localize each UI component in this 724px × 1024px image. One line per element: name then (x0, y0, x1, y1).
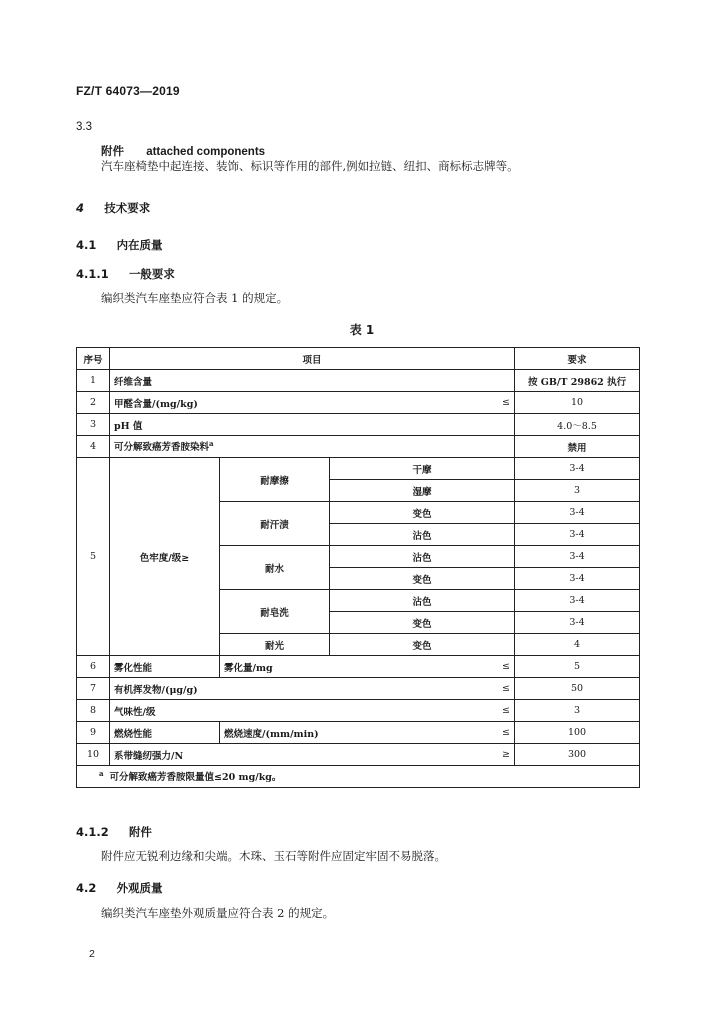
row-number: 4 (77, 436, 110, 458)
sub-test: 变色 (330, 568, 515, 590)
row-requirement: 3-4 (515, 568, 640, 590)
row-limit-symbol: ≤ (440, 656, 515, 678)
table-footnote-row (77, 766, 640, 788)
table-row (77, 744, 640, 766)
sub-test: 变色 (330, 634, 515, 656)
row-limit-symbol: ≤ (440, 392, 515, 414)
row-requirement: 50 (515, 678, 640, 700)
row-requirement: 10 (515, 392, 640, 414)
test-perspiration: 耐汗渍 (220, 502, 330, 546)
row-item: 雾化性能 (110, 656, 220, 678)
section-4-2-body: 编织类汽车座垫外观质量应符合表 2 的规定。 (101, 906, 335, 920)
table-row (77, 414, 640, 436)
standard-number: FZ/T 64073—2019 (76, 84, 180, 98)
sub-test: 沾色 (330, 546, 515, 568)
row-requirement: 3-4 (515, 458, 640, 480)
table-row (77, 722, 640, 744)
row-requirement: 5 (515, 656, 640, 678)
section-4-1-2-number: 4.1.2 (76, 825, 109, 839)
test-light: 耐光 (220, 634, 330, 656)
section-4-2-title: 外观质量 (116, 881, 163, 895)
table-row (77, 370, 640, 392)
sub-test: 干摩 (330, 458, 515, 480)
section-4-1-heading (76, 234, 163, 253)
row-number: 1 (77, 370, 110, 392)
row-item: 纤维含量 (110, 370, 515, 392)
row-requirement: 3-4 (515, 546, 640, 568)
footnote-marker: a (209, 439, 214, 449)
row-requirement: 3-4 (515, 590, 640, 612)
row-requirement: 按 GB/T 29862 执行 (515, 370, 640, 392)
row-requirement: 4 (515, 634, 640, 656)
row-number: 10 (77, 744, 110, 766)
section-4-1-2-title: 附件 (128, 825, 152, 839)
row-number: 8 (77, 700, 110, 722)
table-1 (76, 347, 640, 788)
row-number: 3 (77, 414, 110, 436)
clause-3-3-term (101, 140, 265, 159)
row-requirement: 3-4 (515, 502, 640, 524)
section-4-1-1-title: 一般要求 (128, 267, 175, 281)
section-4-1-1-number: 4.1.1 (76, 267, 109, 281)
table-row (77, 700, 640, 722)
row-requirement: 3 (515, 700, 640, 722)
sub-test: 湿摩 (330, 480, 515, 502)
row-limit-symbol: ≤ (440, 700, 515, 722)
section-4-2-heading (76, 877, 163, 896)
sub-test: 变色 (330, 612, 515, 634)
row-item: 燃烧性能 (110, 722, 220, 744)
row-requirement: 300 (515, 744, 640, 766)
row-limit-symbol: ≥ (440, 744, 515, 766)
table-1-caption: 表 1 (349, 323, 375, 337)
section-4-1-2-heading (76, 821, 152, 840)
row-number: 7 (77, 678, 110, 700)
test-water: 耐水 (220, 546, 330, 590)
section-4-1-number: 4.1 (76, 238, 97, 252)
section-4-heading (76, 197, 150, 216)
table-row (77, 656, 640, 678)
section-4-number: 4 (76, 201, 85, 215)
table-row (77, 392, 640, 414)
row-requirement: 4.0～8.5 (515, 414, 640, 436)
row-item-text: 可分解致癌芳香胺染料 (114, 442, 210, 454)
sub-test: 沾色 (330, 590, 515, 612)
row-requirement: 3 (515, 480, 640, 502)
row-requirement: 禁用 (515, 436, 640, 458)
row-item: 系带缝纫强力/N (110, 744, 440, 766)
test-rubbing: 耐摩擦 (220, 458, 330, 502)
section-4-1-title: 内在质量 (116, 238, 163, 252)
row-item: 有机挥发物/(μg/g) (110, 678, 440, 700)
table-row (77, 678, 640, 700)
table-row (77, 436, 640, 458)
table-footnote (77, 766, 640, 788)
header-no: 序号 (77, 348, 110, 370)
row-number: 5 (77, 458, 110, 656)
page-number: 2 (89, 948, 95, 960)
term-chinese: 附件 (101, 144, 124, 158)
row-requirement: 3-4 (515, 612, 640, 634)
table-header-row (77, 348, 640, 370)
sub-test: 沾色 (330, 524, 515, 546)
row-sub-item: 雾化量/mg (220, 656, 440, 678)
row-item (110, 436, 515, 458)
row-item: 气味性/级 (110, 700, 440, 722)
row-requirement: 3-4 (515, 524, 640, 546)
section-4-1-1-heading (76, 263, 175, 282)
row-limit-symbol: ≤ (440, 678, 515, 700)
section-4-title: 技术要求 (104, 201, 151, 215)
row-limit-symbol: ≤ (440, 722, 515, 744)
footnote-text: 可分解致癌芳香胺限量值≤20 mg/kg。 (109, 772, 282, 784)
clause-3-3-definition: 汽车座椅垫中起连接、装饰、标识等作用的部件,例如拉链、纽扣、商标标志牌等。 (101, 159, 519, 173)
header-requirement: 要求 (515, 348, 640, 370)
table-row (77, 458, 640, 480)
section-4-1-2-body: 附件应无锐利边缘和尖端。木珠、玉石等附件应固定牢固不易脱落。 (101, 849, 446, 863)
term-english: attached components (146, 146, 266, 158)
clause-3-3-number: 3.3 (76, 121, 92, 133)
row-sub-item: 燃烧速度/(mm/min) (220, 722, 440, 744)
sub-test: 变色 (330, 502, 515, 524)
row-requirement: 100 (515, 722, 640, 744)
row-number: 6 (77, 656, 110, 678)
header-item: 项目 (110, 348, 515, 370)
section-4-1-1-body: 编织类汽车座垫应符合表 1 的规定。 (101, 291, 289, 305)
row-item: 甲醛含量/(mg/kg) (110, 392, 440, 414)
row-item: pH 值 (110, 414, 515, 436)
row-number: 9 (77, 722, 110, 744)
row-number: 2 (77, 392, 110, 414)
row-item: 色牢度/级≥ (110, 458, 220, 656)
footnote-marker: a (99, 769, 104, 779)
test-soaping: 耐皂洗 (220, 590, 330, 634)
section-4-2-number: 4.2 (76, 881, 97, 895)
